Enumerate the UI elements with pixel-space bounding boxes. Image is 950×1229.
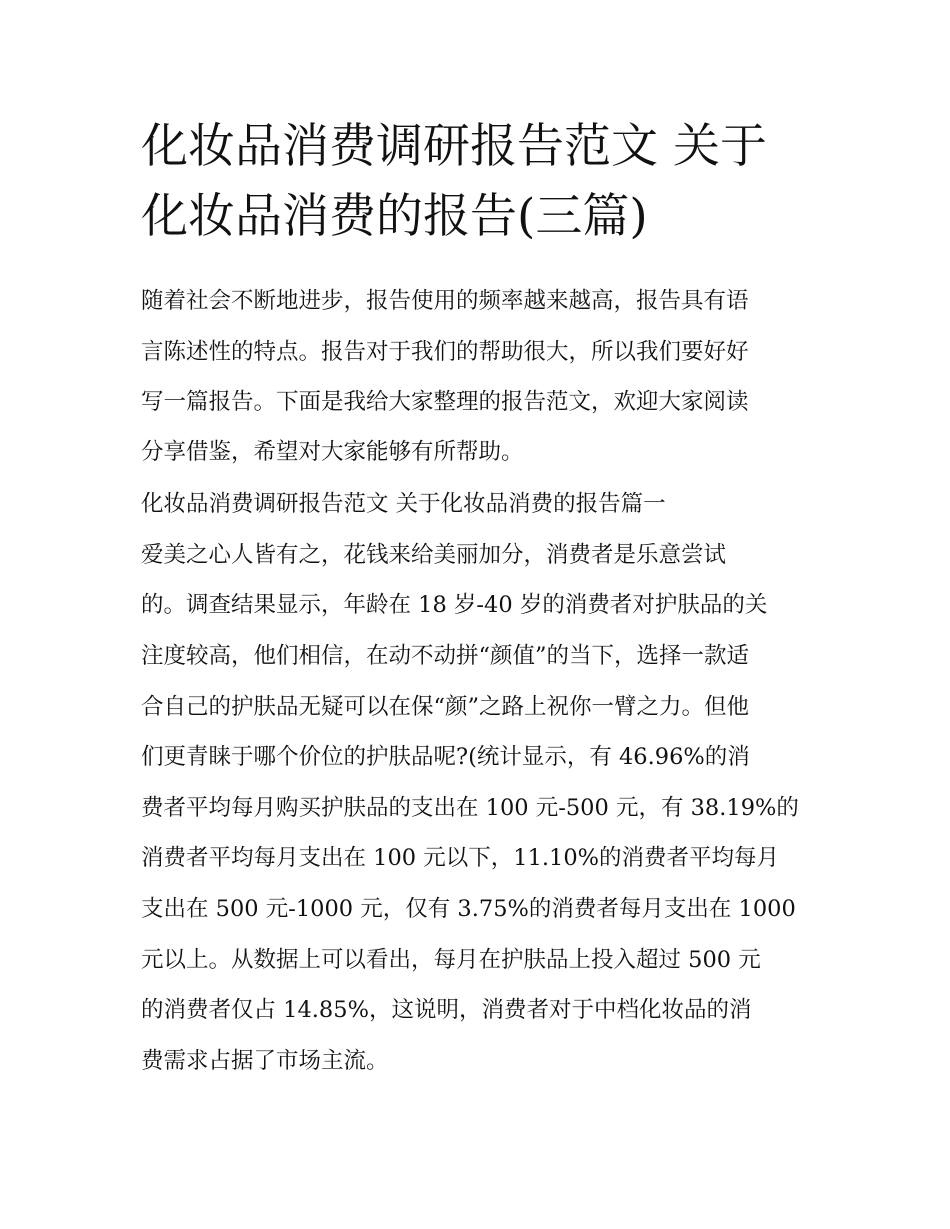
section-line-11: 费需求占据了市场主流。 [141,1048,389,1074]
intro-line-1: 随着社会不断地进步，报告使用的频率越来越高，报告具有语 [141,288,749,314]
section-line-10: 的消费者仅占 14.85%，这说明，消费者对于中档化妆品的消 [141,997,752,1023]
intro-line-3: 写一篇报告。下面是我给大家整理的报告范文，欢迎大家阅读 [141,389,749,415]
intro-line-2: 言陈述性的特点。报告对于我们的帮助很大，所以我们要好好 [141,339,749,365]
section-line-2: 的。调查结果显示，年龄在 18 岁-40 岁的消费者对护肤品的关 [141,592,768,618]
document-title [141,112,831,252]
section-line-9: 元以上。从数据上可以看出，每月在护肤品上投入超过 500 元 [141,947,761,973]
section-line-4: 合自己的护肤品无疑可以在保“颜”之路上祝你一臂之力。但他 [141,694,750,720]
section-line-5: 们更青睐于哪个价位的护肤品呢?(统计显示，有 46.96%的消 [141,744,750,770]
section-line-8: 支出在 500 元-1000 元，仅有 3.75%的消费者每月支出在 1000 [141,896,796,922]
title-line-1: 化妆品消费调研报告范文 关于 [141,119,767,174]
intro-line-4: 分享借鉴，希望对大家能够有所帮助。 [141,439,524,465]
section-line-6: 费者平均每月购买护肤品的支出在 100 元-500 元，有 38.19%的 [141,795,799,821]
section-line-1: 爱美之心人皆有之，花钱来给美丽加分，消费者是乐意尝试 [141,542,727,568]
section-heading: 化妆品消费调研报告范文 关于化妆品消费的报告篇一 [141,491,666,517]
section-line-3: 注度较高，他们相信，在动不动拼“颜值”的当下，选择一款适 [141,643,750,669]
title-line-2: 化妆品消费的报告(三篇) [141,189,648,244]
section-line-7: 消费者平均每月支出在 100 元以下，11.10%的消费者平均每月 [141,845,780,871]
